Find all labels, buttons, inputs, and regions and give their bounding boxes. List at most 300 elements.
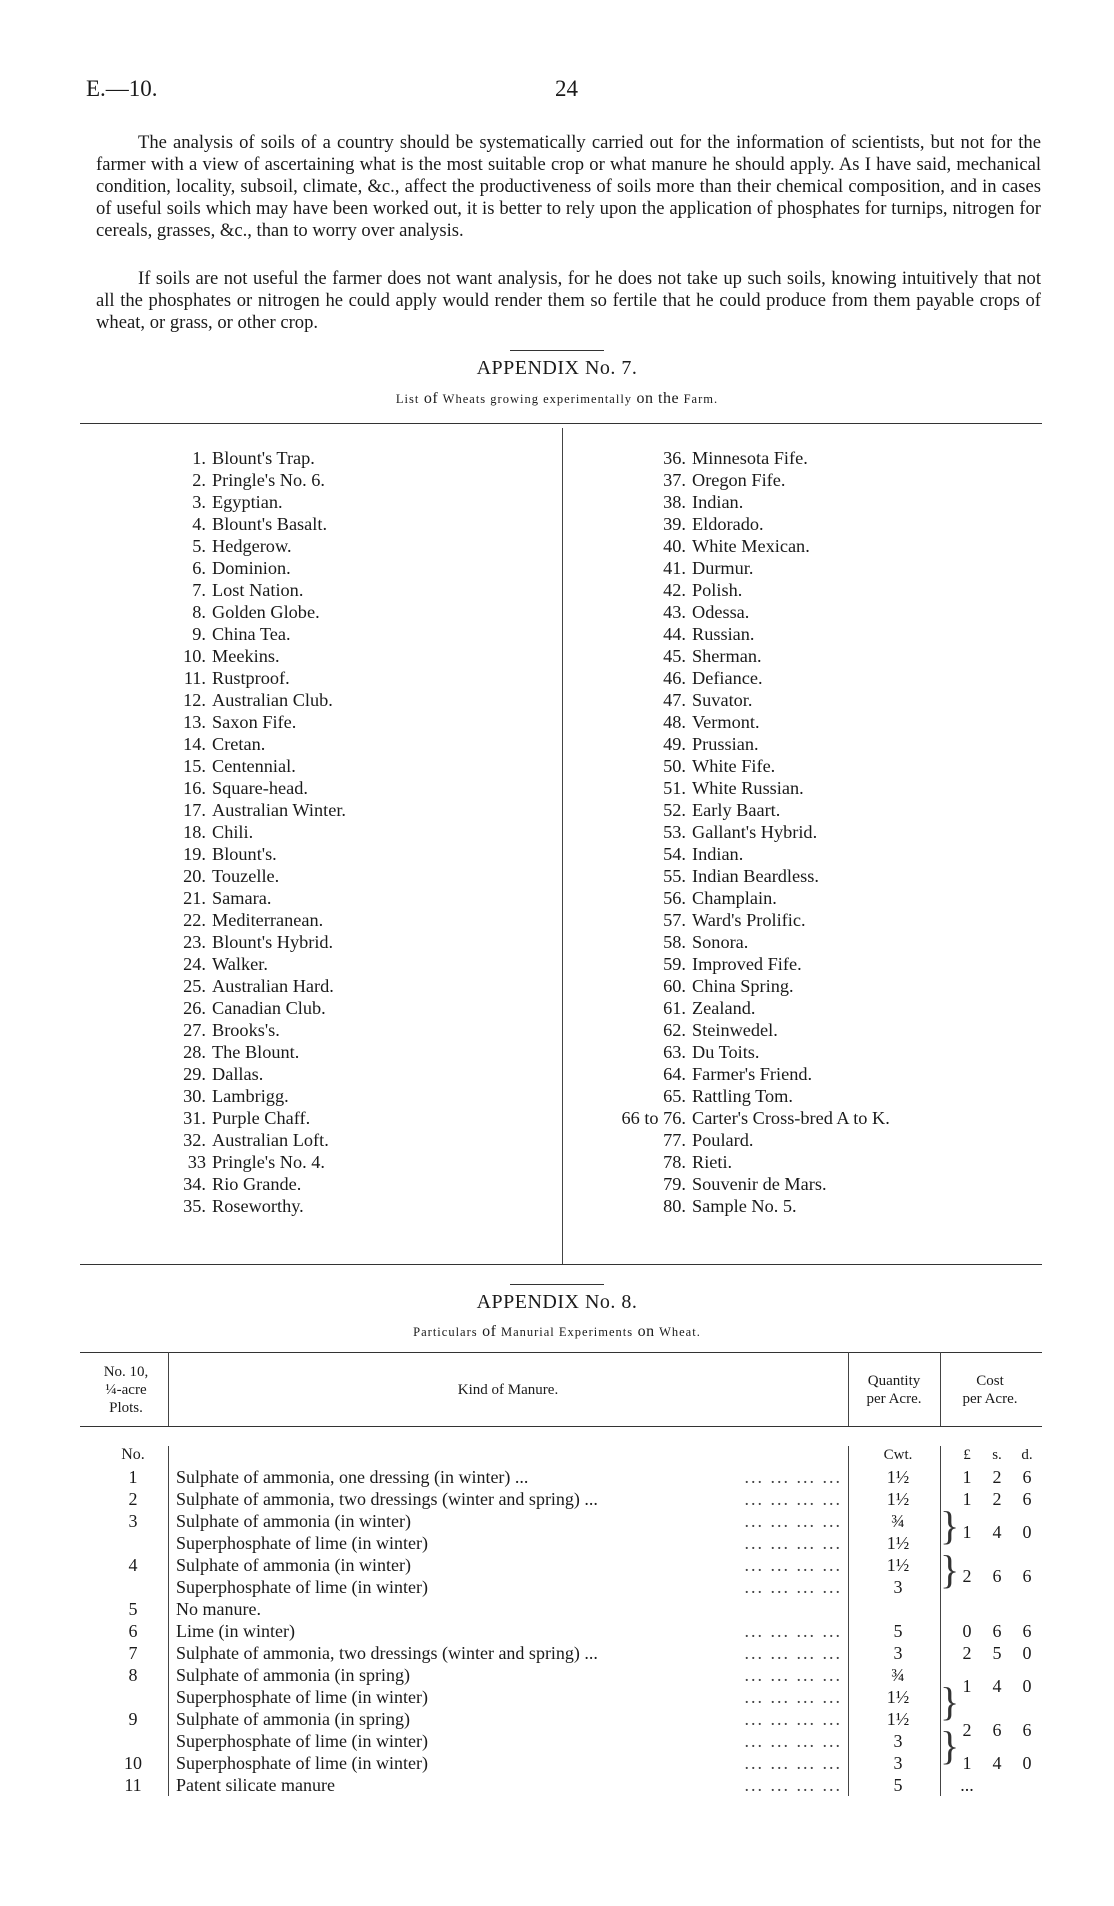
wheat-number: 65. [663,1086,686,1106]
cost-pence: 0 [1022,1522,1032,1542]
wheat-number: 35. [183,1196,206,1216]
wheat-number: 4. [192,514,206,534]
appendix-7-title: APPENDIX No. 7. [476,357,638,379]
wheat-list-item [192,601,346,623]
dot-leader: ... ... ... ... [744,1731,842,1751]
wheat-number: 31. [183,1108,206,1128]
appendix-8-subtitle: Particulars of Manurial Experiments on Wheat. [413,1323,701,1340]
unit-no: No. [121,1446,145,1463]
dot-leader: ... ... ... ... [744,1753,842,1773]
wheat-list-item [663,1129,890,1151]
manure-kind: Sulphate of ammonia, two dressings (winter and spring) ... [176,1489,598,1509]
wheat-list-item [183,953,346,975]
wheat-name: Blount's Hybrid. [212,932,334,952]
plot-number: 10 [124,1753,142,1773]
header-quantity [848,1372,940,1408]
wheat-list-item [663,1195,890,1217]
manure-kind: Sulphate of ammonia (in spring) [176,1665,410,1685]
wheat-name: Steinwedel. [692,1020,778,1040]
manure-kind: Sulphate of ammonia, one dressing (in winter) ... [176,1467,529,1487]
header-quantity-line: per Acre. [866,1391,922,1407]
brace-row-4: } [940,1547,960,1592]
cost-pounds: 2 [962,1566,972,1586]
cost-pence: 6 [1022,1621,1032,1641]
wheat-list-item [663,1063,890,1085]
wheat-name: Sample No. 5. [692,1196,797,1216]
wheat-list-item [183,711,346,733]
wheat-name: Rieti. [692,1152,733,1172]
quantity-cwt: ¾ [891,1511,905,1531]
wheat-list-item [183,645,346,667]
dot-leader: ... ... ... ... [744,1775,842,1795]
wheat-list-item [663,667,890,689]
wheat-list-item [183,799,346,821]
wheat-list-item [663,1151,890,1173]
wheat-list-item [187,1151,346,1173]
wheat-list-item [183,689,346,711]
wheat-number: 50. [663,756,686,776]
wheat-number: 53. [663,822,686,842]
wheat-name: Zealand. [692,998,756,1018]
wheat-number: 78. [663,1152,686,1172]
wheat-list-item [183,733,346,755]
plot-number: 7 [128,1643,138,1663]
wheat-name: Australian Hard. [212,976,334,996]
document-reference: E.—10. [86,76,158,101]
manure-kind: Superphosphate of lime (in winter) [176,1577,428,1597]
wheat-name: Touzelle. [212,866,280,886]
wheat-number: 79. [663,1174,686,1194]
wheat-number: 34. [183,1174,206,1194]
plot-number: 8 [128,1665,138,1685]
wheat-name: Golden Globe. [212,602,320,622]
plot-number: 2 [128,1489,138,1509]
cost-pence: 6 [1022,1566,1032,1586]
cost-pence: 0 [1022,1643,1032,1663]
quantity-cwt: 1½ [886,1467,910,1487]
wheat-number: 25. [183,976,206,996]
wheat-number: 60. [663,976,686,996]
plot-number: 6 [128,1621,138,1641]
manure-kind: Patent silicate manure [176,1775,335,1795]
wheat-name: Prussian. [692,734,759,754]
wheat-list-item [183,865,346,887]
wheat-name: Vermont. [692,712,760,732]
cost-shillings: 4 [992,1522,1002,1542]
plot-number: 4 [128,1555,138,1575]
wheat-list-item [183,887,346,909]
manure-kind: Sulphate of ammonia (in winter) [176,1511,411,1531]
wheat-number: 12. [183,690,206,710]
wheat-number: 22. [183,910,206,930]
wheat-name: Egyptian. [212,492,283,512]
wheat-list-item [183,1085,346,1107]
wheat-list-item [663,579,890,601]
wheat-name: Early Baart. [692,800,781,820]
wheat-list-item [192,469,346,491]
wheat-number: 44. [663,624,686,644]
plot-number: 11 [124,1775,142,1795]
cost-pence: 6 [1022,1467,1032,1487]
unit-shillings: s. [992,1447,1002,1463]
wheat-list-item [183,1019,346,1041]
wheat-list-item [183,1107,346,1129]
quantity-cwt: 5 [893,1775,903,1795]
wheat-name: Odessa. [692,602,750,622]
wheat-name: Ward's Prolific. [692,910,806,930]
wheat-list-right [621,447,890,1217]
wheat-name: Brooks's. [212,1020,280,1040]
wheat-number: 52. [663,800,686,820]
wheat-number: 47. [663,690,686,710]
wheat-number: 11. [183,668,206,688]
wheat-name: Polish. [692,580,743,600]
wheat-list-item [183,843,346,865]
wheat-name: Champlain. [692,888,777,908]
cost-shillings: 2 [992,1489,1002,1509]
wheat-number: 54. [663,844,686,864]
cost-shillings: 2 [992,1467,1002,1487]
wheat-number: 19. [183,844,206,864]
wheat-name: Mediterranean. [212,910,324,930]
wheat-number: 29. [183,1064,206,1084]
cost-pounds: 1 [962,1753,972,1773]
header-kind-of-manure: Kind of Manure. [457,1382,559,1398]
wheat-number: 45. [663,646,686,666]
wheat-list-item [663,557,890,579]
wheat-list-item [663,799,890,821]
wheat-name: Minnesota Fife. [692,448,808,468]
wheat-name: Walker. [212,954,268,974]
dot-leader: ... ... ... ... [744,1467,842,1487]
unit-pence: d. [1021,1447,1033,1463]
wheat-number: 51. [663,778,686,798]
wheat-number: 77. [663,1130,686,1150]
wheat-name: Cretan. [212,734,266,754]
quantity-cwt: 5 [893,1621,903,1641]
wheat-name: Rustproof. [212,668,290,688]
header-cost [940,1372,1040,1408]
dot-leader: ... ... ... ... [744,1555,842,1575]
wheat-number: 27. [183,1020,206,1040]
wheat-name: Pringle's No. 6. [212,470,325,490]
paragraph-soil-analysis: The analysis of soils of a country should be systematically carried out for the information of scientists, but not for the farmer with a view of ascertaining what is the most suitable crop or what manure he should apply. As I have said, mechanical condition, locality, subsoil, climate, &c., affect the productiveness of soils more than their chemical composition, and in cases of useful soils which may have been worked out, it is better to rely upon the application of phosphates for turnips, nitrogen for cereals, grasses, &c., than to worry over analysis. [96,132,1041,241]
dot-leader: ... ... ... ... [744,1643,842,1663]
wheat-number: 18. [183,822,206,842]
wheat-number: 38. [663,492,686,512]
dot-leader: ... ... ... ... [744,1709,842,1729]
brace-row-3: } [940,1503,960,1548]
page-number: 24 [555,76,578,101]
wheat-list-item [183,821,346,843]
table-vline [848,1446,849,1796]
wheat-list-item [663,1019,890,1041]
wheat-name: Pringle's No. 4. [212,1152,325,1172]
wheat-name: Russian. [692,624,755,644]
quantity-cwt: 1½ [886,1489,910,1509]
dot-leader: ... ... ... ... [744,1577,842,1597]
wheat-list-item [663,689,890,711]
wheat-list-item [183,1063,346,1085]
wheat-list-item [663,931,890,953]
wheat-number: 32. [183,1130,206,1150]
manure-kind: Sulphate of ammonia, two dressings (winter and spring) ... [176,1643,598,1663]
wheat-number: 63. [663,1042,686,1062]
wheat-name: Souvenir de Mars. [692,1174,827,1194]
cost-pence: 0 [1022,1753,1032,1773]
wheat-list-item [663,535,890,557]
cost-pounds: 0 [962,1621,972,1641]
wheat-number: 15. [183,756,206,776]
list-top-rule [80,423,1042,424]
wheat-name: Du Toits. [692,1042,760,1062]
cost-shillings: 4 [992,1753,1002,1773]
brace-row-8: } [940,1679,960,1724]
wheat-number: 1. [192,448,206,468]
wheat-name: Eldorado. [692,514,764,534]
wheat-list-item [621,1107,890,1129]
header-cost-line: per Acre. [962,1391,1018,1407]
wheat-list-item [183,1041,346,1063]
wheat-name: Blount's Trap. [212,448,315,468]
header-plots [86,1363,166,1417]
wheat-list-item [663,843,890,865]
wheat-list-item [663,975,890,997]
wheat-list-item [183,1173,346,1195]
manure-kind: Superphosphate of lime (in winter) [176,1687,428,1707]
wheat-name: Oregon Fife. [692,470,786,490]
wheat-number: 56. [663,888,686,908]
wheat-name: Samara. [212,888,272,908]
wheat-number: 64. [663,1064,686,1084]
wheat-number: 3. [192,492,206,512]
wheat-number: 17. [183,800,206,820]
wheat-number: 20. [183,866,206,886]
wheat-number: 23. [183,932,206,952]
wheat-number: 21. [183,888,206,908]
wheat-name: Farmer's Friend. [692,1064,813,1084]
wheat-number: 9. [192,624,206,644]
unit-pounds: £ [963,1447,971,1463]
wheat-number: 26. [183,998,206,1018]
wheat-number: 39. [663,514,686,534]
list-bottom-rule [80,1264,1042,1265]
brace-row-9: } [940,1723,960,1768]
wheat-number: 30. [183,1086,206,1106]
wheat-list-item [183,931,346,953]
wheat-name: Suvator. [692,690,753,710]
wheat-name: Square-head. [212,778,308,798]
wheat-name: Roseworthy. [212,1196,304,1216]
wheat-list-item [192,557,346,579]
wheat-name: Defiance. [692,668,763,688]
wheat-name: Canadian Club. [212,998,326,1018]
dot-leader: ... ... ... ... [744,1665,842,1685]
wheat-number: 59. [663,954,686,974]
wheat-name: White Mexican. [692,536,810,556]
cost-shillings: 6 [992,1566,1002,1586]
wheat-list-item [663,1041,890,1063]
wheat-list-item [663,469,890,491]
cost-pounds: ... [960,1775,974,1795]
cost-pounds: 1 [962,1489,972,1509]
wheat-list-item [183,755,346,777]
dot-leader: ... ... ... ... [744,1687,842,1707]
wheat-list-item [192,535,346,557]
wheat-number: 57. [663,910,686,930]
cost-pounds: 1 [962,1467,972,1487]
wheat-list-item [663,733,890,755]
wheat-list-item [663,623,890,645]
cost-shillings: 6 [992,1720,1002,1740]
wheat-number: 7. [192,580,206,600]
table-vline [168,1352,169,1426]
wheat-number: 2. [192,470,206,490]
wheat-list-item [183,975,346,997]
manure-kind: Sulphate of ammonia (in spring) [176,1709,410,1729]
wheat-name: Indian. [692,492,744,512]
wheat-list-item [192,513,346,535]
cost-pounds: 2 [962,1643,972,1663]
wheat-name: The Blount. [212,1042,300,1062]
header-cost-line: Cost [976,1373,1004,1389]
appendix-8-title: APPENDIX No. 8. [476,1291,638,1313]
wheat-name: Hedgerow. [212,536,292,556]
header-plots-line: No. 10, [103,1364,149,1380]
quantity-cwt: 3 [893,1753,903,1773]
appendix-7-subtitle: List of Wheats growing experimentally on the Farm. [395,390,719,407]
quantity-cwt: 1½ [886,1555,910,1575]
wheat-name: Purple Chaff. [212,1108,311,1128]
wheat-name: White Russian. [692,778,804,798]
wheat-list-item [192,623,346,645]
wheat-number: 10. [183,646,206,666]
wheat-name: Australian Winter. [212,800,346,820]
wheat-list-item [663,1085,890,1107]
wheat-number: 33 [187,1152,206,1172]
wheat-list-item [663,777,890,799]
wheat-name: Sonora. [692,932,749,952]
manure-kind: No manure. [176,1599,261,1619]
wheat-list-item [192,579,346,601]
wheat-list-item [663,1173,890,1195]
plot-number: 3 [128,1511,138,1531]
quantity-cwt: 1½ [886,1687,910,1707]
wheat-list-item [192,491,346,513]
wheat-list-item [663,447,890,469]
manure-kind: Superphosphate of lime (in winter) [176,1753,428,1773]
wheat-list-item [663,865,890,887]
wheat-name: Gallant's Hybrid. [692,822,818,842]
wheat-name: Australian Loft. [212,1130,329,1150]
wheat-name: Poulard. [692,1130,754,1150]
wheat-number: 37. [663,470,686,490]
wheat-list-item [663,909,890,931]
wheat-list-item [663,997,890,1019]
wheat-list-item [663,645,890,667]
wheat-list-item [183,997,346,1019]
wheat-list-item [183,777,346,799]
unit-cwt: Cwt. [883,1447,913,1463]
wheat-number: 48. [663,712,686,732]
wheat-name: Meekins. [212,646,280,666]
wheat-number: 40. [663,536,686,556]
wheat-list-item [663,821,890,843]
wheat-number: 46. [663,668,686,688]
wheat-number: 42. [663,580,686,600]
wheat-number: 36. [663,448,686,468]
wheat-list-item [663,601,890,623]
plot-number: 9 [128,1709,138,1729]
wheat-number: 55. [663,866,686,886]
cost-pounds: 1 [962,1676,972,1696]
table-vline [168,1446,169,1796]
wheat-number: 8. [192,602,206,622]
wheat-number: 43. [663,602,686,622]
dot-leader: ... ... ... ... [744,1489,842,1509]
header-plots-line: ¼-acre [105,1382,147,1398]
paragraph-useless-soils: If soils are not useful the farmer does not want analysis, for he does not take up such soils, knowing intuitively that not all the phosphates or nitrogen he could apply would render them so fertile that he could produce from them payable crops of wheat, or grass, or other crop. [96,268,1041,333]
wheat-name: Dallas. [212,1064,264,1084]
wheat-list-item [183,1195,346,1217]
wheat-number: 14. [183,734,206,754]
cost-shillings: 6 [992,1621,1002,1641]
manure-kind: Sulphate of ammonia (in winter) [176,1555,411,1575]
cost-pence: 6 [1022,1489,1032,1509]
wheat-list-item [663,513,890,535]
wheat-number: 16. [183,778,206,798]
wheat-name: China Spring. [692,976,794,996]
header-quantity-line: Quantity [867,1373,921,1389]
wheat-name: Centennial. [212,756,296,776]
wheat-name: Indian. [692,844,744,864]
wheat-number: 41. [663,558,686,578]
wheat-number: 58. [663,932,686,952]
dot-leader: ... ... ... ... [744,1533,842,1553]
quantity-cwt: 1½ [886,1709,910,1729]
wheat-name: Durmur. [692,558,754,578]
wheat-name: Indian Beardless. [692,866,819,886]
wheat-name: Blount's Basalt. [212,514,328,534]
wheat-number: 49. [663,734,686,754]
wheat-name: Dominion. [212,558,291,578]
wheat-name: Sherman. [692,646,762,666]
plot-number: 5 [128,1599,138,1619]
wheat-list-item [183,909,346,931]
wheat-name: Chili. [212,822,254,842]
wheat-name: Blount's. [212,844,277,864]
wheat-name: Saxon Fife. [212,712,297,732]
separator-rule [510,350,604,351]
wheat-list-item [663,887,890,909]
wheat-number: 6. [192,558,206,578]
wheat-name: Rattling Tom. [692,1086,793,1106]
wheat-number: 28. [183,1042,206,1062]
cost-pence: 0 [1022,1676,1032,1696]
wheat-list-item [183,667,346,689]
wheat-number: 66 to 76. [621,1108,686,1128]
quantity-cwt: ¾ [891,1665,905,1685]
dot-leader: ... ... ... ... [744,1511,842,1531]
table-top-rule [80,1352,1042,1353]
wheat-name: Lost Nation. [212,580,304,600]
header-plots-line: Plots. [109,1400,143,1416]
wheat-name: Carter's Cross-bred A to K. [692,1108,890,1128]
wheat-number: 13. [183,712,206,732]
wheat-number: 80. [663,1196,686,1216]
wheat-number: 5. [192,536,206,556]
manure-kind: Superphosphate of lime (in winter) [176,1533,428,1553]
